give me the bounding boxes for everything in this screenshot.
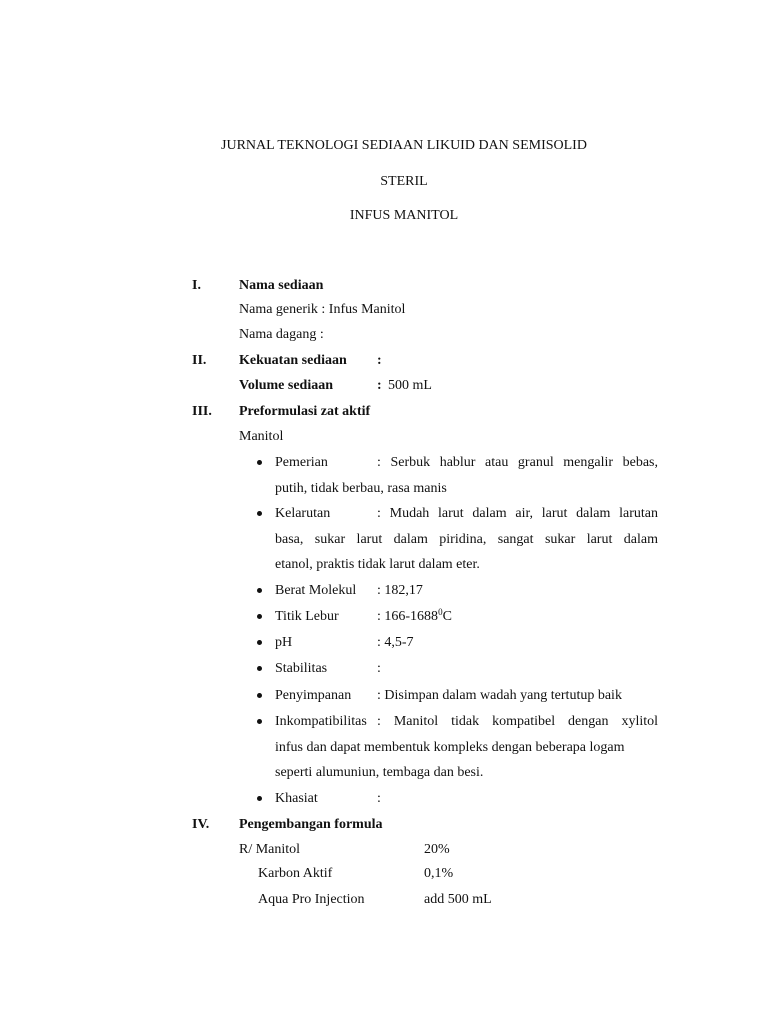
journal-subtitle: STERIL	[380, 174, 428, 189]
section-4-title: Pengembangan formula	[239, 817, 383, 832]
property-label-ph: pH	[275, 635, 293, 650]
formula-row-name: Karbon Aktif	[258, 866, 333, 881]
formula-row-amount: 0,1%	[424, 866, 454, 881]
section-1-number: I.	[192, 278, 201, 293]
section-2-number: II.	[192, 353, 207, 368]
section-4-number: IV.	[192, 817, 210, 832]
strength-colon: :	[377, 353, 382, 368]
property-cont-inkompatibilitas-1: infus dan dapat membentuk kompleks dengan beberapa logam	[275, 740, 625, 755]
generic-name-line: Nama generik : Infus Manitol	[239, 302, 406, 317]
trade-name-line: Nama dagang :	[239, 327, 324, 342]
bullet-icon	[257, 693, 265, 701]
melting-point-range: : 166-1688	[377, 609, 439, 624]
property-value-titik-lebur	[377, 609, 452, 625]
property-label-inkompatibilitas: Inkompatibilitas	[275, 714, 367, 729]
section-3-number: III.	[192, 404, 212, 419]
formula-row-amount: add 500 mL	[424, 892, 492, 907]
property-cont-inkompatibilitas-2: seperti alumuniun, tembaga dan besi.	[275, 765, 484, 780]
property-cont-kelarutan-2: etanol, praktis tidak larut dalam eter.	[275, 557, 480, 572]
property-label-penyimpanan: Penyimpanan	[275, 688, 352, 703]
property-value-khasiat: :	[377, 791, 381, 806]
degree-superscript: 0	[438, 607, 443, 617]
property-label-berat-molekul: Berat Molekul	[275, 583, 357, 598]
property-value-pemerian: : Serbuk hablur atau granul mengalir bebas,	[377, 455, 658, 470]
bullet-icon	[257, 796, 265, 804]
bullet-icon	[257, 640, 265, 648]
property-value-berat-molekul: : 182,17	[377, 583, 423, 598]
section-1-title: Nama sediaan	[239, 278, 324, 293]
property-label-stabilitas: Stabilitas	[275, 661, 328, 676]
bullet-icon	[257, 460, 265, 468]
formula-row-name: Aqua Pro Injection	[258, 892, 365, 907]
formula-row-amount: 20%	[424, 842, 450, 857]
bullet-icon	[257, 719, 265, 727]
volume-value: 500 mL	[388, 378, 432, 393]
bullet-icon	[257, 666, 265, 674]
property-label-pemerian: Pemerian	[275, 455, 328, 470]
property-value-ph: : 4,5-7	[377, 635, 414, 650]
property-label-kelarutan: Kelarutan	[275, 506, 331, 521]
journal-title: JURNAL TEKNOLOGI SEDIAAN LIKUID DAN SEMISOLID	[221, 138, 587, 153]
volume-colon: :	[377, 378, 382, 393]
property-value-penyimpanan: : Disimpan dalam wadah yang tertutup baik	[377, 688, 622, 703]
property-cont-pemerian: putih, tidak berbau, rasa manis	[275, 481, 447, 496]
bullet-icon	[257, 511, 265, 519]
section-3-title: Preformulasi zat aktif	[239, 404, 371, 419]
property-label-khasiat: Khasiat	[275, 791, 318, 806]
volume-label: Volume sediaan	[239, 378, 334, 393]
strength-label: Kekuatan sediaan	[239, 353, 347, 368]
property-cont-kelarutan-1: basa, sukar larut dalam piridina, sangat sukar larut dalam	[275, 532, 658, 547]
celsius-unit: C	[442, 609, 452, 624]
substance-name: Manitol	[239, 429, 284, 444]
property-value-stabilitas: :	[377, 661, 381, 676]
formula-row-name: R/ Manitol	[239, 842, 301, 857]
property-label-titik-lebur: Titik Lebur	[275, 609, 339, 624]
bullet-icon	[257, 588, 265, 596]
property-value-kelarutan: : Mudah larut dalam air, larut dalam larutan	[377, 506, 658, 521]
property-value-inkompatibilitas: : Manitol tidak kompatibel dengan xylitol	[377, 714, 658, 729]
preparation-title: INFUS MANITOL	[349, 208, 459, 223]
bullet-icon	[257, 614, 265, 622]
